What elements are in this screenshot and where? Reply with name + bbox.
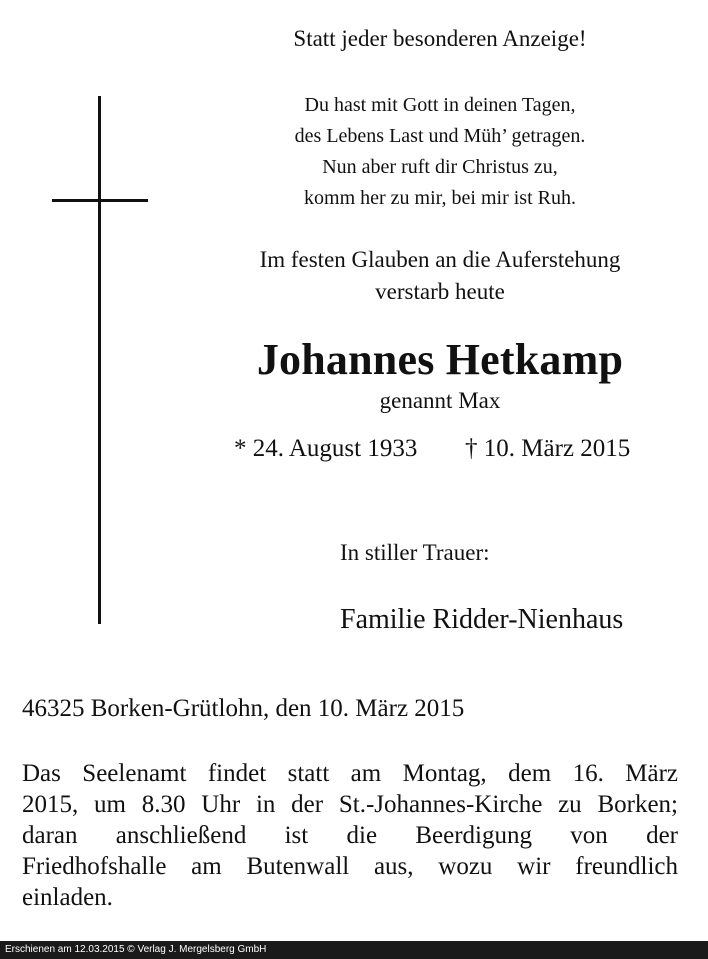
place-date: 46325 Borken-Grütlohn, den 10. März 2015 bbox=[22, 695, 465, 722]
death-date: † 10. März 2015 bbox=[465, 435, 631, 462]
family-name: Familie Ridder-Nienhaus bbox=[340, 604, 624, 635]
service-line: einladen. bbox=[22, 884, 113, 911]
faith-statement bbox=[200, 244, 680, 308]
service-info bbox=[22, 758, 678, 913]
service-line: daran anschließend ist die Beerdigung von der bbox=[22, 822, 678, 849]
headline: Statt jeder besonderen Anzeige! bbox=[293, 26, 587, 51]
poem-line: Nun aber ruft dir Christus zu, bbox=[322, 156, 558, 178]
faith-line: verstarb heute bbox=[375, 279, 505, 304]
deceased-alias: genannt Max bbox=[379, 388, 501, 413]
deceased-name: Johannes Hetkamp bbox=[256, 335, 624, 384]
mourning-label: In stiller Trauer: bbox=[340, 540, 490, 565]
faith-line: Im festen Glauben an die Auferstehung bbox=[259, 247, 621, 272]
poem-line: des Lebens Last und Müh’ getragen. bbox=[294, 125, 586, 147]
service-line: Das Seelenamt findet statt am Montag, dem 16. März bbox=[22, 760, 678, 787]
service-line: 2015, um 8.30 Uhr in der St.-Johannes-Kirche zu Borken; bbox=[22, 791, 678, 818]
cross-icon-vertical-bar bbox=[98, 96, 101, 624]
publication-footer: Erschienen am 12.03.2015 © Verlag J. Mergelsberg GmbH bbox=[0, 941, 708, 959]
poem-line: Du hast mit Gott in deinen Tagen, bbox=[304, 94, 576, 116]
poem bbox=[220, 90, 660, 214]
service-line: Friedhofshalle am Butenwall aus, wozu wir freundlich bbox=[22, 853, 678, 880]
poem-line: komm her zu mir, bei mir ist Ruh. bbox=[304, 187, 576, 209]
cross-icon-horizontal-bar bbox=[52, 199, 148, 202]
birth-date: * 24. August 1933 bbox=[234, 435, 418, 462]
